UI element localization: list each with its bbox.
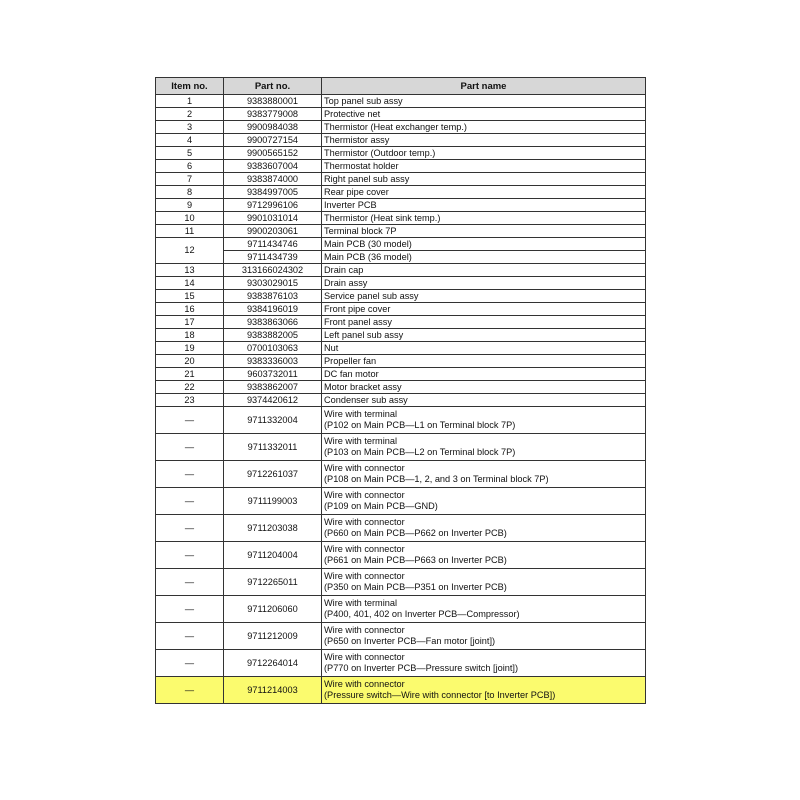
cell-item-no: — [156,434,224,461]
table-row [156,95,646,108]
cell-item-no: 13 [156,264,224,277]
cell-part-name [322,303,646,316]
part-name-line: Front pipe cover [324,303,391,314]
cell-part-no: 9383882005 [224,329,322,342]
table-row [156,173,646,186]
table-row [156,342,646,355]
part-name-detail: (P108 on Main PCB—1, 2, and 3 on Terminal block 7P) [324,474,549,484]
table-row [156,134,646,147]
table-row [156,238,646,251]
cell-part-name [322,355,646,368]
cell-part-no: 9374420612 [224,394,322,407]
cell-item-no: 20 [156,355,224,368]
cell-part-name [322,238,646,251]
cell-part-no: 9711199003 [224,488,322,515]
table-row [156,264,646,277]
table-row [156,407,646,434]
part-name-line: Wire with connector [324,517,405,527]
part-name-detail: (Pressure switch—Wire with connector [to Inverter PCB]) [324,690,556,700]
table-row [156,515,646,542]
part-name-detail: (P103 on Main PCB—L2 on Terminal block 7P) [324,447,516,457]
cell-part-name [322,121,646,134]
table-row [156,251,646,264]
part-name-line: Main PCB (36 model) [324,251,412,262]
part-name-line: Thermistor assy [324,134,390,145]
cell-item-no: 21 [156,368,224,381]
cell-part-no: 9384997005 [224,186,322,199]
cell-part-no: 9383876103 [224,290,322,303]
cell-part-name [322,108,646,121]
table-row [156,677,646,704]
part-name-line: Motor bracket assy [324,381,402,392]
cell-item-no: 9 [156,199,224,212]
cell-item-no: 2 [156,108,224,121]
part-name-line: DC fan motor [324,368,379,379]
part-name-line: Thermostat holder [324,160,399,171]
part-name-detail: (P660 on Main PCB—P662 on Inverter PCB) [324,528,507,538]
table-row [156,394,646,407]
cell-part-name [322,290,646,303]
cell-item-no: 6 [156,160,224,173]
part-name-detail: (P400, 401, 402 on Inverter PCB—Compressor) [324,609,520,619]
part-name-line: Wire with connector [324,463,405,473]
table-row [156,147,646,160]
cell-part-name [322,277,646,290]
cell-item-no: — [156,488,224,515]
cell-part-no: 9901031014 [224,212,322,225]
table-header-row [156,78,646,95]
cell-part-no: 9711434746 [224,238,322,251]
cell-item-no: — [156,461,224,488]
table-row [156,623,646,650]
cell-item-no: 4 [156,134,224,147]
table-row [156,160,646,173]
part-name-detail: (P350 on Main PCB—P351 on Inverter PCB) [324,582,507,592]
cell-part-name [322,134,646,147]
cell-part-no: 9711204004 [224,542,322,569]
cell-item-no: 3 [156,121,224,134]
cell-item-no: 10 [156,212,224,225]
cell-part-no: 9383779008 [224,108,322,121]
parts-table [155,77,646,704]
cell-part-no: 9900984038 [224,121,322,134]
cell-part-name [322,173,646,186]
cell-item-no: 12 [156,238,224,264]
cell-part-name [322,342,646,355]
part-name-line: Wire with terminal [324,409,398,419]
cell-part-no: 9383880001 [224,95,322,108]
cell-part-no: 9900565152 [224,147,322,160]
parts-list-sheet [155,77,645,704]
cell-part-no: 9383862007 [224,381,322,394]
cell-part-name [322,394,646,407]
cell-part-no: 313166024302 [224,264,322,277]
table-row [156,461,646,488]
part-name-line: Front panel assy [324,316,392,327]
cell-part-name [322,596,646,623]
part-name-line: Top panel sub assy [324,95,403,106]
part-name-line: Drain cap [324,264,364,275]
table-row [156,212,646,225]
cell-item-no: 7 [156,173,224,186]
cell-part-name [322,677,646,704]
table-row [156,290,646,303]
cell-item-no: 5 [156,147,224,160]
table-row [156,199,646,212]
part-name-line: Wire with terminal [324,436,398,446]
cell-item-no: 11 [156,225,224,238]
cell-part-name [322,434,646,461]
cell-item-no: 23 [156,394,224,407]
part-name-line: Wire with connector [324,625,405,635]
cell-item-no: 22 [156,381,224,394]
cell-item-no: 14 [156,277,224,290]
table-row [156,316,646,329]
cell-item-no: — [156,569,224,596]
table-row [156,368,646,381]
cell-part-no: 9900203061 [224,225,322,238]
cell-item-no: 15 [156,290,224,303]
table-body [156,95,646,704]
table-row [156,121,646,134]
cell-item-no: 8 [156,186,224,199]
cell-part-name [322,316,646,329]
table-row [156,434,646,461]
part-name-line: Wire with connector [324,490,405,500]
part-name-detail: (P109 on Main PCB—GND) [324,501,438,511]
cell-part-no: 9711206060 [224,596,322,623]
table-row [156,225,646,238]
part-name-line: Wire with connector [324,571,405,581]
cell-part-no: 9383607004 [224,160,322,173]
cell-part-no: 9711212009 [224,623,322,650]
cell-item-no: 16 [156,303,224,316]
cell-part-name [322,199,646,212]
part-name-detail: (P661 on Main PCB—P663 on Inverter PCB) [324,555,507,565]
header-part-no: Part no. [224,78,322,95]
table-row [156,303,646,316]
cell-item-no: — [156,623,224,650]
table-row [156,355,646,368]
part-name-line: Thermistor (Outdoor temp.) [324,147,436,158]
table-row [156,108,646,121]
cell-part-name [322,623,646,650]
cell-part-name [322,461,646,488]
cell-item-no: — [156,542,224,569]
table-row [156,650,646,677]
cell-part-name [322,381,646,394]
cell-part-no: 9303029015 [224,277,322,290]
part-name-line: Terminal block 7P [324,225,397,236]
cell-part-no: 9711332004 [224,407,322,434]
header-item-no: Item no. [156,78,224,95]
part-name-line: Service panel sub assy [324,290,419,301]
cell-part-no: 9603732011 [224,368,322,381]
part-name-line: Protective net [324,108,381,119]
part-name-line: Wire with connector [324,679,405,689]
cell-part-name [322,147,646,160]
cell-part-name [322,186,646,199]
cell-part-no: 0700103063 [224,342,322,355]
part-name-line: Rear pipe cover [324,186,389,197]
cell-part-name [322,650,646,677]
cell-part-no: 9712265011 [224,569,322,596]
cell-part-no: 9383336003 [224,355,322,368]
table-row [156,488,646,515]
cell-part-no: 9711214003 [224,677,322,704]
cell-part-name [322,569,646,596]
table-row [156,569,646,596]
cell-item-no: — [156,515,224,542]
part-name-line: Propeller fan [324,355,377,366]
header-part-name: Part name [322,78,646,95]
part-name-line: Left panel sub assy [324,329,404,340]
cell-part-no: 9711203038 [224,515,322,542]
part-name-line: Wire with terminal [324,598,398,608]
cell-part-name [322,225,646,238]
cell-part-no: 9711434739 [224,251,322,264]
cell-part-no: 9900727154 [224,134,322,147]
cell-part-no: 9383874000 [224,173,322,186]
cell-part-name [322,160,646,173]
cell-item-no: — [156,677,224,704]
part-name-detail: (P650 on Inverter PCB—Fan motor [joint]) [324,636,496,646]
cell-part-name [322,407,646,434]
table-row [156,329,646,342]
table-row [156,381,646,394]
cell-part-name [322,368,646,381]
table-row [156,596,646,623]
cell-item-no: — [156,596,224,623]
cell-part-name [322,95,646,108]
cell-part-name [322,251,646,264]
cell-part-no: 9712261037 [224,461,322,488]
cell-part-name [322,515,646,542]
part-name-line: Wire with connector [324,652,405,662]
cell-part-no: 9712264014 [224,650,322,677]
cell-item-no: 18 [156,329,224,342]
part-name-detail: (P770 on Inverter PCB—Pressure switch [joint]) [324,663,519,673]
cell-part-name [322,488,646,515]
table-row [156,542,646,569]
cell-part-no: 9384196019 [224,303,322,316]
part-name-detail: (P102 on Main PCB—L1 on Terminal block 7P) [324,420,516,430]
cell-item-no: 1 [156,95,224,108]
cell-item-no: 19 [156,342,224,355]
part-name-line: Nut [324,342,339,353]
part-name-line: Wire with connector [324,544,405,554]
part-name-line: Inverter PCB [324,199,377,210]
table-row [156,186,646,199]
part-name-line: Right panel sub assy [324,173,410,184]
cell-item-no: — [156,407,224,434]
cell-part-name [322,329,646,342]
cell-part-name [322,212,646,225]
part-name-line: Thermistor (Heat exchanger temp.) [324,121,467,132]
cell-item-no: — [156,650,224,677]
part-name-line: Condenser sub assy [324,394,408,405]
cell-item-no: 17 [156,316,224,329]
cell-part-no: 9383863066 [224,316,322,329]
part-name-line: Main PCB (30 model) [324,238,412,249]
cell-part-no: 9712996106 [224,199,322,212]
table-row [156,277,646,290]
cell-part-no: 9711332011 [224,434,322,461]
cell-part-name [322,264,646,277]
part-name-line: Thermistor (Heat sink temp.) [324,212,441,223]
cell-part-name [322,542,646,569]
part-name-line: Drain assy [324,277,368,288]
